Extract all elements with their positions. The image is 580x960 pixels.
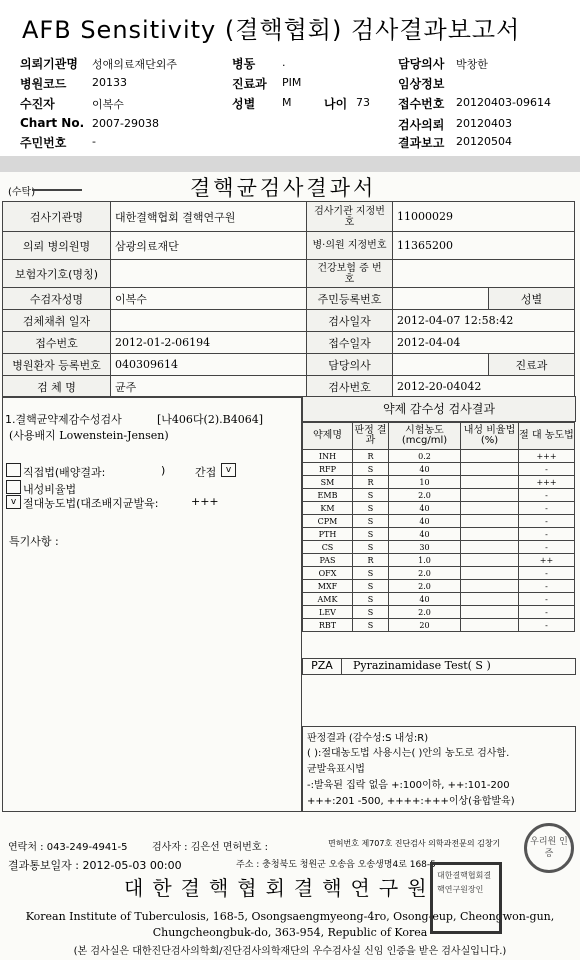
ast-cell: R xyxy=(353,450,389,463)
ast-cell: CPM xyxy=(303,515,353,528)
ast-cell: RFP xyxy=(303,463,353,476)
ast-cell xyxy=(461,593,519,606)
sex-label: 성별 xyxy=(489,288,575,310)
ast-cell xyxy=(461,567,519,580)
ast-cell: 0.2 xyxy=(389,450,461,463)
ast-cell: 40 xyxy=(389,502,461,515)
ast-cell xyxy=(461,606,519,619)
certification-seal-icon xyxy=(524,823,574,873)
header-label: 병원코드 xyxy=(20,77,67,91)
absolute-method-value: +++ xyxy=(191,495,219,508)
ast-cell: S xyxy=(353,606,389,619)
header-value: . xyxy=(282,56,286,69)
test-method-box xyxy=(2,396,302,812)
collection-date-value xyxy=(111,310,307,332)
ast-cell: - xyxy=(519,606,575,619)
header-value: PIM xyxy=(282,76,302,89)
pza-row xyxy=(302,658,576,675)
header-label: 병동 xyxy=(232,57,256,71)
header-label: 나이 xyxy=(324,97,348,111)
judgement-line: 균발육표시법 xyxy=(307,764,365,775)
ast-cell xyxy=(461,580,519,593)
ast-cell: MXF xyxy=(303,580,353,593)
ast-cell: S xyxy=(353,593,389,606)
official-seal-icon xyxy=(430,862,502,934)
hospital-id-value: 11365200 xyxy=(393,232,575,260)
header-label: 검사의뢰 xyxy=(398,118,445,132)
ast-header: 절 대 농도법 xyxy=(519,423,575,450)
ast-cell: - xyxy=(519,619,575,632)
header-label: 수진자 xyxy=(20,97,55,111)
header-value: 2007-29038 xyxy=(92,117,159,130)
absolute-method-label: 절대농도법(대조배지균발육: xyxy=(23,497,159,510)
insured-value xyxy=(111,260,307,288)
header-value: - xyxy=(92,135,96,148)
header-value: M xyxy=(282,96,292,109)
ratio-method-checkbox xyxy=(6,480,21,494)
ast-row xyxy=(303,593,575,606)
ast-cell xyxy=(461,502,519,515)
doctor-label: 담당의사 xyxy=(307,354,393,376)
hospital-value: 삼광의료재단 xyxy=(111,232,307,260)
header-value: 20120403 xyxy=(456,117,512,130)
header-value: 20120504 xyxy=(456,135,512,148)
lab-value: 대한결핵협회 결핵연구원 xyxy=(111,202,307,232)
header-value: 박창한 xyxy=(456,58,488,71)
ast-cell: S xyxy=(353,541,389,554)
culture-medium: (사용배지 Lowenstein-Jensen) xyxy=(9,429,169,442)
test-code: [나406다(2).B4064] xyxy=(157,413,263,426)
ast-row xyxy=(303,489,575,502)
ast-cell: PAS xyxy=(303,554,353,567)
ast-table xyxy=(302,422,575,632)
address: 주소 : 충청북도 청원군 오송읍 오송생명4로 168-5 xyxy=(236,860,436,870)
ast-header: 약제명 xyxy=(303,423,353,450)
header-label: 진료과 xyxy=(232,77,267,91)
ast-cell: 40 xyxy=(389,528,461,541)
ast-cell: INH xyxy=(303,450,353,463)
ast-cell xyxy=(461,489,519,502)
judgement-box xyxy=(302,726,576,812)
english-address-line2: Chungcheongbuk-do, 363-954, Republic of Korea xyxy=(152,926,428,939)
ast-cell: - xyxy=(519,541,575,554)
seal-text: 우리원 인증 xyxy=(530,837,568,859)
test-number-value: 2012-20-04042 xyxy=(393,376,575,398)
judgement-line: ( ):절대농도법 사용시는( )안의 농도로 검사함. xyxy=(307,748,510,759)
ast-cell: S xyxy=(353,515,389,528)
header-value: 20120403-09614 xyxy=(456,96,551,109)
indirect-method-checkbox: v xyxy=(221,463,236,477)
received-date-label: 접수일자 xyxy=(307,332,393,354)
direct-method-close: ) xyxy=(161,464,166,477)
subject-table xyxy=(2,287,575,398)
ast-cell: 40 xyxy=(389,593,461,606)
ast-cell xyxy=(461,463,519,476)
ast-row xyxy=(303,580,575,593)
contact-info: 연락처 : 043-249-4941-5 xyxy=(8,842,128,853)
ast-cell: S xyxy=(353,619,389,632)
ast-cell: 1.0 xyxy=(389,554,461,567)
ast-cell: R xyxy=(353,554,389,567)
header-value: 이복수 xyxy=(92,98,124,111)
ast-cell: PTH xyxy=(303,528,353,541)
ast-cell: - xyxy=(519,593,575,606)
registration-value: 040309614 xyxy=(111,354,307,376)
ast-cell: 2.0 xyxy=(389,489,461,502)
ast-row xyxy=(303,606,575,619)
english-address-line1: Korean Institute of Tuberculosis, 168-5, Osongsaengmyeong-4ro, Osong-eup, Cheongwon-gun, xyxy=(25,910,555,923)
ast-row xyxy=(303,528,575,541)
specimen-value: 균주 xyxy=(111,376,307,398)
ast-row xyxy=(303,554,575,567)
insurance-label: 건강보험 증 번 호 xyxy=(307,260,393,288)
ast-cell: RBT xyxy=(303,619,353,632)
ratio-method-label: 내성비율법 xyxy=(23,483,77,496)
ast-row xyxy=(303,450,575,463)
lab-label: 검사기관명 xyxy=(3,202,111,232)
direct-method-checkbox xyxy=(6,463,21,477)
ast-row xyxy=(303,619,575,632)
ast-cell: KM xyxy=(303,502,353,515)
header-label: 접수번호 xyxy=(398,97,445,111)
ast-cell: 30 xyxy=(389,541,461,554)
ast-heading: 약제 감수성 검사결과 xyxy=(302,396,576,422)
doctor-value xyxy=(393,354,489,376)
header-value: 성애의료재단외주 xyxy=(92,58,178,71)
lab-id-label: 검사기관 지정번호 xyxy=(307,202,393,232)
subject-value: 이복수 xyxy=(111,288,307,310)
insurance-value xyxy=(393,260,575,288)
ast-cell: S xyxy=(353,502,389,515)
form-title: 결핵균검사결과서 xyxy=(190,176,377,200)
insured-label: 보험자기호(명칭) xyxy=(3,260,111,288)
certification-note: (본 검사실은 대한진단검사의학회/진단검사의학재단의 우수검사실 신임 인증을 받은 검사실입니다.) xyxy=(73,946,507,957)
ast-cell: S xyxy=(353,463,389,476)
header-value: 20133 xyxy=(92,76,127,89)
ast-cell xyxy=(461,450,519,463)
ast-cell: S xyxy=(353,528,389,541)
absolute-method-checkbox: v xyxy=(6,495,21,509)
ast-row xyxy=(303,476,575,489)
header-label: 결과보고 xyxy=(398,136,445,150)
ast-cell: 40 xyxy=(389,515,461,528)
hospital-id-label: 병·의원 지정번호 xyxy=(307,232,393,260)
ast-cell: AMK xyxy=(303,593,353,606)
direct-method-label: 직접법(배양결과: xyxy=(23,466,106,479)
ast-cell xyxy=(461,476,519,489)
received-date-value: 2012-04-04 xyxy=(393,332,575,354)
institute-name: 대한결핵협회결핵연구원 xyxy=(124,876,436,900)
ast-cell: R xyxy=(353,476,389,489)
ast-row xyxy=(303,463,575,476)
ast-row xyxy=(303,515,575,528)
ast-cell: 20 xyxy=(389,619,461,632)
hospital-label: 의뢰 병의원명 xyxy=(3,232,111,260)
judgement-line: 판정결과 (감수성:S 내성:R) xyxy=(307,733,429,744)
ast-cell: +++ xyxy=(519,476,575,489)
ast-cell: 2.0 xyxy=(389,606,461,619)
ast-cell: S xyxy=(353,580,389,593)
ast-row xyxy=(303,567,575,580)
header-label: Chart No. xyxy=(20,116,85,130)
ast-cell: - xyxy=(519,567,575,580)
ast-body xyxy=(303,450,575,632)
ast-cell: CS xyxy=(303,541,353,554)
lab-id-value: 11000029 xyxy=(393,202,575,232)
judgement-line: -:발육된 집락 없음 +:100이하, ++:101-200 xyxy=(307,780,510,791)
receipt-stroke xyxy=(32,189,82,191)
header-label: 성별 xyxy=(232,97,256,111)
remarks-label: 특기사항 : xyxy=(9,535,59,548)
ast-cell: LEV xyxy=(303,606,353,619)
test-date-label: 검사일자 xyxy=(307,310,393,332)
ast-cell: - xyxy=(519,463,575,476)
license-note: 면허번호 제707호 진단검사 의학과전문의 김창기 xyxy=(328,839,501,848)
seal-text: 대한결핵협회결핵연구원장인 xyxy=(437,871,492,894)
header-label: 주민번호 xyxy=(20,136,67,150)
ast-cell: - xyxy=(519,502,575,515)
ast-cell: - xyxy=(519,528,575,541)
ast-header: 시험농도 (mcg/ml) xyxy=(389,423,461,450)
receipt-label: (수탁) xyxy=(8,187,36,198)
ast-cell: S xyxy=(353,567,389,580)
ast-row xyxy=(303,541,575,554)
subject-label: 수검자성명 xyxy=(3,288,111,310)
judgement-line: +++:201 -500, ++++:+++이상(융합발육) xyxy=(307,796,515,807)
examiner-info: 검사자 : 김은선 면허번호 : xyxy=(152,842,269,853)
ast-row xyxy=(303,502,575,515)
ast-cell: - xyxy=(519,515,575,528)
indirect-method-label: 간접 xyxy=(195,466,217,479)
ast-cell: +++ xyxy=(519,450,575,463)
header-label: 임상정보 xyxy=(398,77,445,91)
info-table xyxy=(2,201,575,288)
rrn-value xyxy=(393,288,489,310)
ast-cell xyxy=(461,541,519,554)
test-date-value: 2012-04-07 12:58:42 xyxy=(393,310,575,332)
ast-cell: 10 xyxy=(389,476,461,489)
ast-cell xyxy=(461,515,519,528)
test-title: 1.결핵균약제감수성검사 xyxy=(5,413,122,426)
ast-cell: - xyxy=(519,580,575,593)
ast-cell: 40 xyxy=(389,463,461,476)
registration-label: 병원환자 등록번호 xyxy=(3,354,111,376)
ast-cell xyxy=(461,528,519,541)
ast-cell: 2.0 xyxy=(389,567,461,580)
ast-cell: S xyxy=(353,489,389,502)
ast-cell: 2.0 xyxy=(389,580,461,593)
ast-cell xyxy=(461,619,519,632)
report-title: AFB Sensitivity (결핵협회) 검사결과보고서 xyxy=(22,16,521,44)
rrn-label: 주민등록번호 xyxy=(307,288,393,310)
ast-cell: SM xyxy=(303,476,353,489)
accession-label: 접수번호 xyxy=(3,332,111,354)
header-label: 의뢰기관명 xyxy=(20,57,78,71)
ast-cell: ++ xyxy=(519,554,575,567)
ast-cell: OFX xyxy=(303,567,353,580)
ast-header: 판정 결과 xyxy=(353,423,389,450)
pza-label: PZA xyxy=(303,659,342,674)
ast-cell: - xyxy=(519,489,575,502)
department-label: 진료과 xyxy=(489,354,575,376)
specimen-label: 검 체 명 xyxy=(3,376,111,398)
test-number-label: 검사번호 xyxy=(307,376,393,398)
header-value: 73 xyxy=(356,96,370,109)
header-label: 담당의사 xyxy=(398,57,445,71)
ast-header: 내성 비율법(%) xyxy=(461,423,519,450)
ast-cell xyxy=(461,554,519,567)
collection-date-label: 검체채취 일자 xyxy=(3,310,111,332)
pza-test: Pyrazinamidase Test( S ) xyxy=(353,659,491,672)
accession-value: 2012-01-2-06194 xyxy=(111,332,307,354)
report-date: 결과통보일자 : 2012-05-03 00:00 xyxy=(8,859,182,872)
ast-cell: EMB xyxy=(303,489,353,502)
